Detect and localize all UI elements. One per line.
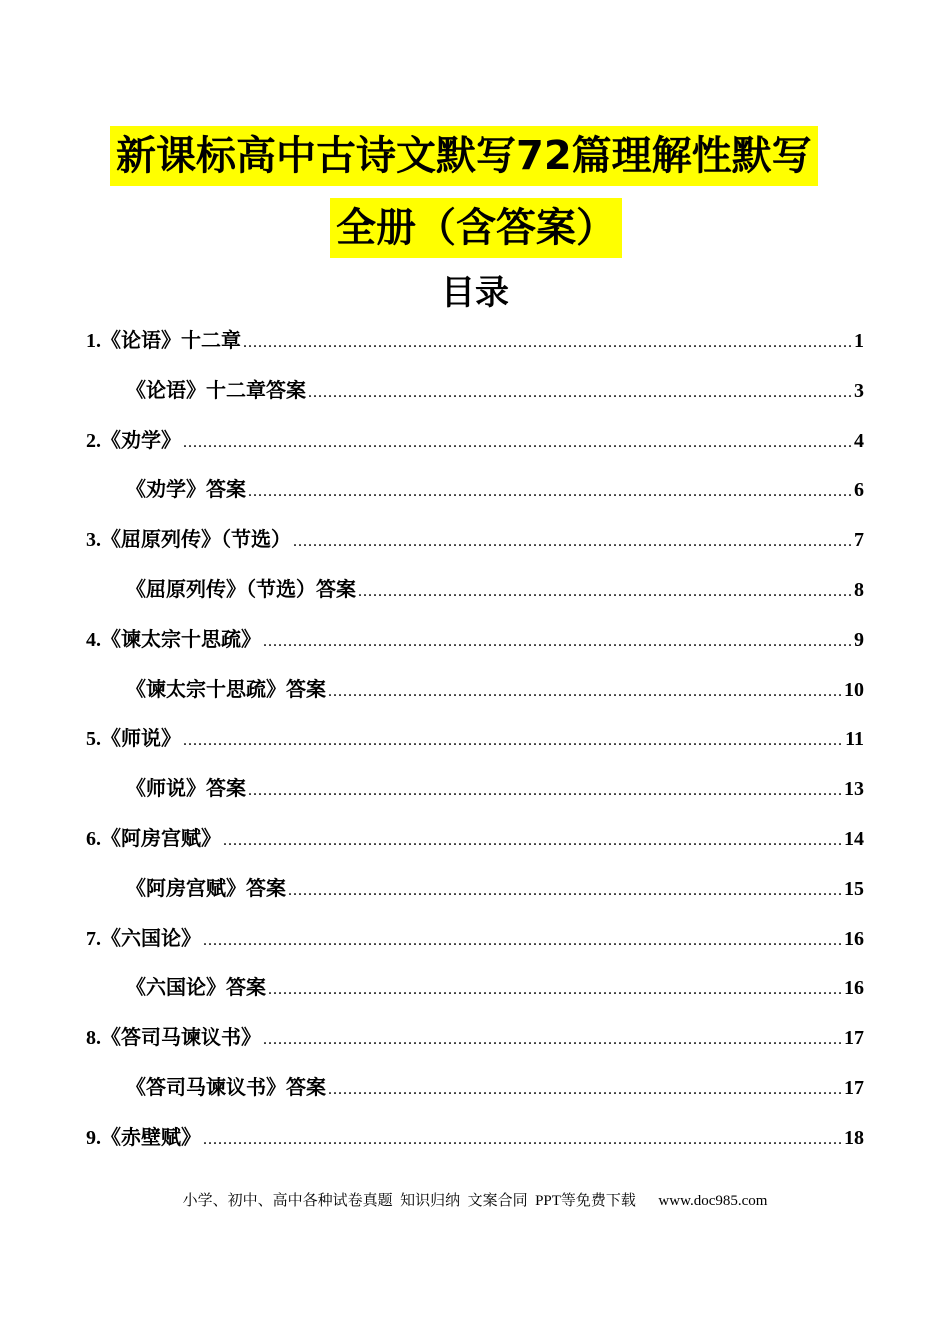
toc-entry-title: 《谏太宗十思疏》: [101, 626, 261, 651]
toc-entry-title: 《论语》十二章答案: [126, 377, 306, 402]
toc-entry[interactable]: [86, 914, 864, 964]
toc-entry-label: [126, 465, 246, 515]
toc-entry-label: [86, 1113, 201, 1164]
toc-dot-leader: [288, 866, 842, 916]
toc-entry-answer[interactable]: [86, 565, 864, 615]
page-footer: [0, 1190, 950, 1212]
toc-entry-title: 《论语》十二章: [101, 328, 241, 352]
table-of-contents: [86, 316, 864, 1163]
toc-dot-leader: [183, 716, 843, 766]
toc-entry[interactable]: [86, 814, 864, 864]
toc-entry[interactable]: [86, 1013, 864, 1063]
toc-dot-leader: [263, 1015, 842, 1065]
toc-page-number: 17: [844, 1027, 864, 1050]
toc-page-number: 7: [854, 529, 864, 552]
toc-dot-leader: [248, 467, 852, 517]
toc-dot-leader: [308, 368, 852, 418]
toc-entry-label: [86, 714, 181, 765]
toc-entry-title: 《谏太宗十思疏》答案: [126, 676, 326, 701]
toc-dot-leader: [268, 965, 842, 1015]
toc-entry[interactable]: [86, 615, 864, 665]
toc-entry[interactable]: [86, 1113, 864, 1163]
toc-entry[interactable]: [86, 714, 864, 764]
toc-entry-label: [86, 1013, 261, 1064]
toc-entry-label: [86, 615, 261, 666]
toc-entry-answer[interactable]: [86, 963, 864, 1013]
toc-dot-leader: [358, 567, 852, 617]
toc-entry-label: [126, 366, 306, 416]
toc-entry-answer[interactable]: [86, 864, 864, 914]
toc-entry-label: [86, 316, 241, 367]
toc-page-number: 18: [844, 1126, 864, 1149]
toc-page-number: 10: [844, 678, 864, 701]
toc-entry-number: 5.: [86, 728, 101, 751]
toc-dot-leader: [223, 816, 842, 866]
toc-page-number: 1: [854, 330, 864, 352]
toc-page-number: 3: [854, 379, 864, 402]
toc-entry[interactable]: [86, 416, 864, 466]
toc-entry-number: 1.: [86, 330, 101, 352]
toc-entry-label: [126, 565, 356, 615]
toc-entry-number: 6.: [86, 827, 101, 850]
toc-entry-title: 《六国论》答案: [126, 975, 266, 1000]
toc-entry-label: [86, 515, 291, 566]
toc-entry-title: 《六国论》: [101, 925, 201, 950]
toc-entry[interactable]: [86, 316, 864, 366]
toc-entry-label: [86, 416, 181, 467]
toc-entry-title: 《答司马谏议书》答案: [126, 1074, 326, 1099]
toc-entry-number: 2.: [86, 429, 101, 452]
toc-entry-title: 《屈原列传》（节选）: [101, 527, 291, 552]
toc-entry-answer[interactable]: [86, 366, 864, 416]
toc-heading: 目录: [441, 273, 509, 313]
toc-entry-label: [126, 1063, 326, 1113]
toc-entry-number: 8.: [86, 1027, 101, 1050]
toc-page-number: 6: [854, 479, 864, 502]
toc-dot-leader: [328, 667, 842, 717]
footer-url[interactable]: www.doc985.com: [658, 1193, 768, 1209]
toc-entry-title: 《赤壁赋》: [101, 1124, 201, 1149]
title-line-1: 新课标高中古诗文默写72篇理解性默写: [110, 126, 818, 186]
toc-page-number: 16: [844, 977, 864, 1000]
toc-entry-title: 《屈原列传》（节选）答案: [126, 576, 356, 601]
toc-entry-number: 3.: [86, 529, 101, 552]
toc-page-number: 8: [854, 578, 864, 601]
toc-entry-title: 《师说》: [101, 726, 181, 751]
toc-dot-leader: [248, 766, 842, 816]
toc-entry-answer[interactable]: [86, 465, 864, 515]
toc-dot-leader: [203, 916, 842, 966]
toc-entry-label: [126, 864, 286, 914]
toc-dot-leader: [293, 517, 852, 567]
toc-entry[interactable]: [86, 515, 864, 565]
toc-dot-leader: [203, 1115, 842, 1165]
toc-dot-leader: [243, 318, 852, 368]
toc-page-number: 16: [844, 927, 864, 950]
toc-page-number: 11: [845, 728, 864, 751]
toc-page-number: 15: [844, 877, 864, 900]
toc-entry-answer[interactable]: [86, 1063, 864, 1113]
toc-entry-title: 《师说》答案: [126, 776, 246, 801]
toc-entry-number: 9.: [86, 1126, 101, 1149]
toc-dot-leader: [183, 418, 852, 468]
toc-entry-title: 《劝学》答案: [126, 477, 246, 502]
footer-text: 小学、初中、高中各种试卷真题 知识归纳 文案合同 PPT等免费下载: [182, 1193, 636, 1209]
title-line-2: 全册（含答案）: [330, 198, 622, 258]
toc-page-number: 14: [844, 827, 864, 850]
toc-page-number: 17: [844, 1076, 864, 1099]
toc-entry-title: 《阿房宫赋》答案: [126, 875, 286, 900]
toc-dot-leader: [263, 617, 852, 667]
toc-entry-number: 7.: [86, 927, 101, 950]
toc-entry-label: [126, 963, 266, 1013]
toc-entry-title: 《答司马谏议书》: [101, 1025, 261, 1050]
toc-page-number: 13: [844, 778, 864, 801]
toc-entry-title: 《阿房宫赋》: [101, 825, 221, 850]
toc-dot-leader: [328, 1065, 842, 1115]
toc-entry-title: 《劝学》: [101, 427, 181, 452]
toc-entry-answer[interactable]: [86, 764, 864, 814]
toc-entry-answer[interactable]: [86, 665, 864, 715]
toc-entry-label: [126, 665, 326, 715]
toc-entry-label: [86, 814, 221, 865]
toc-entry-label: [86, 914, 201, 965]
toc-page-number: 4: [854, 429, 864, 452]
toc-entry-number: 4.: [86, 628, 101, 651]
toc-page-number: 9: [854, 628, 864, 651]
toc-entry-label: [126, 764, 246, 814]
